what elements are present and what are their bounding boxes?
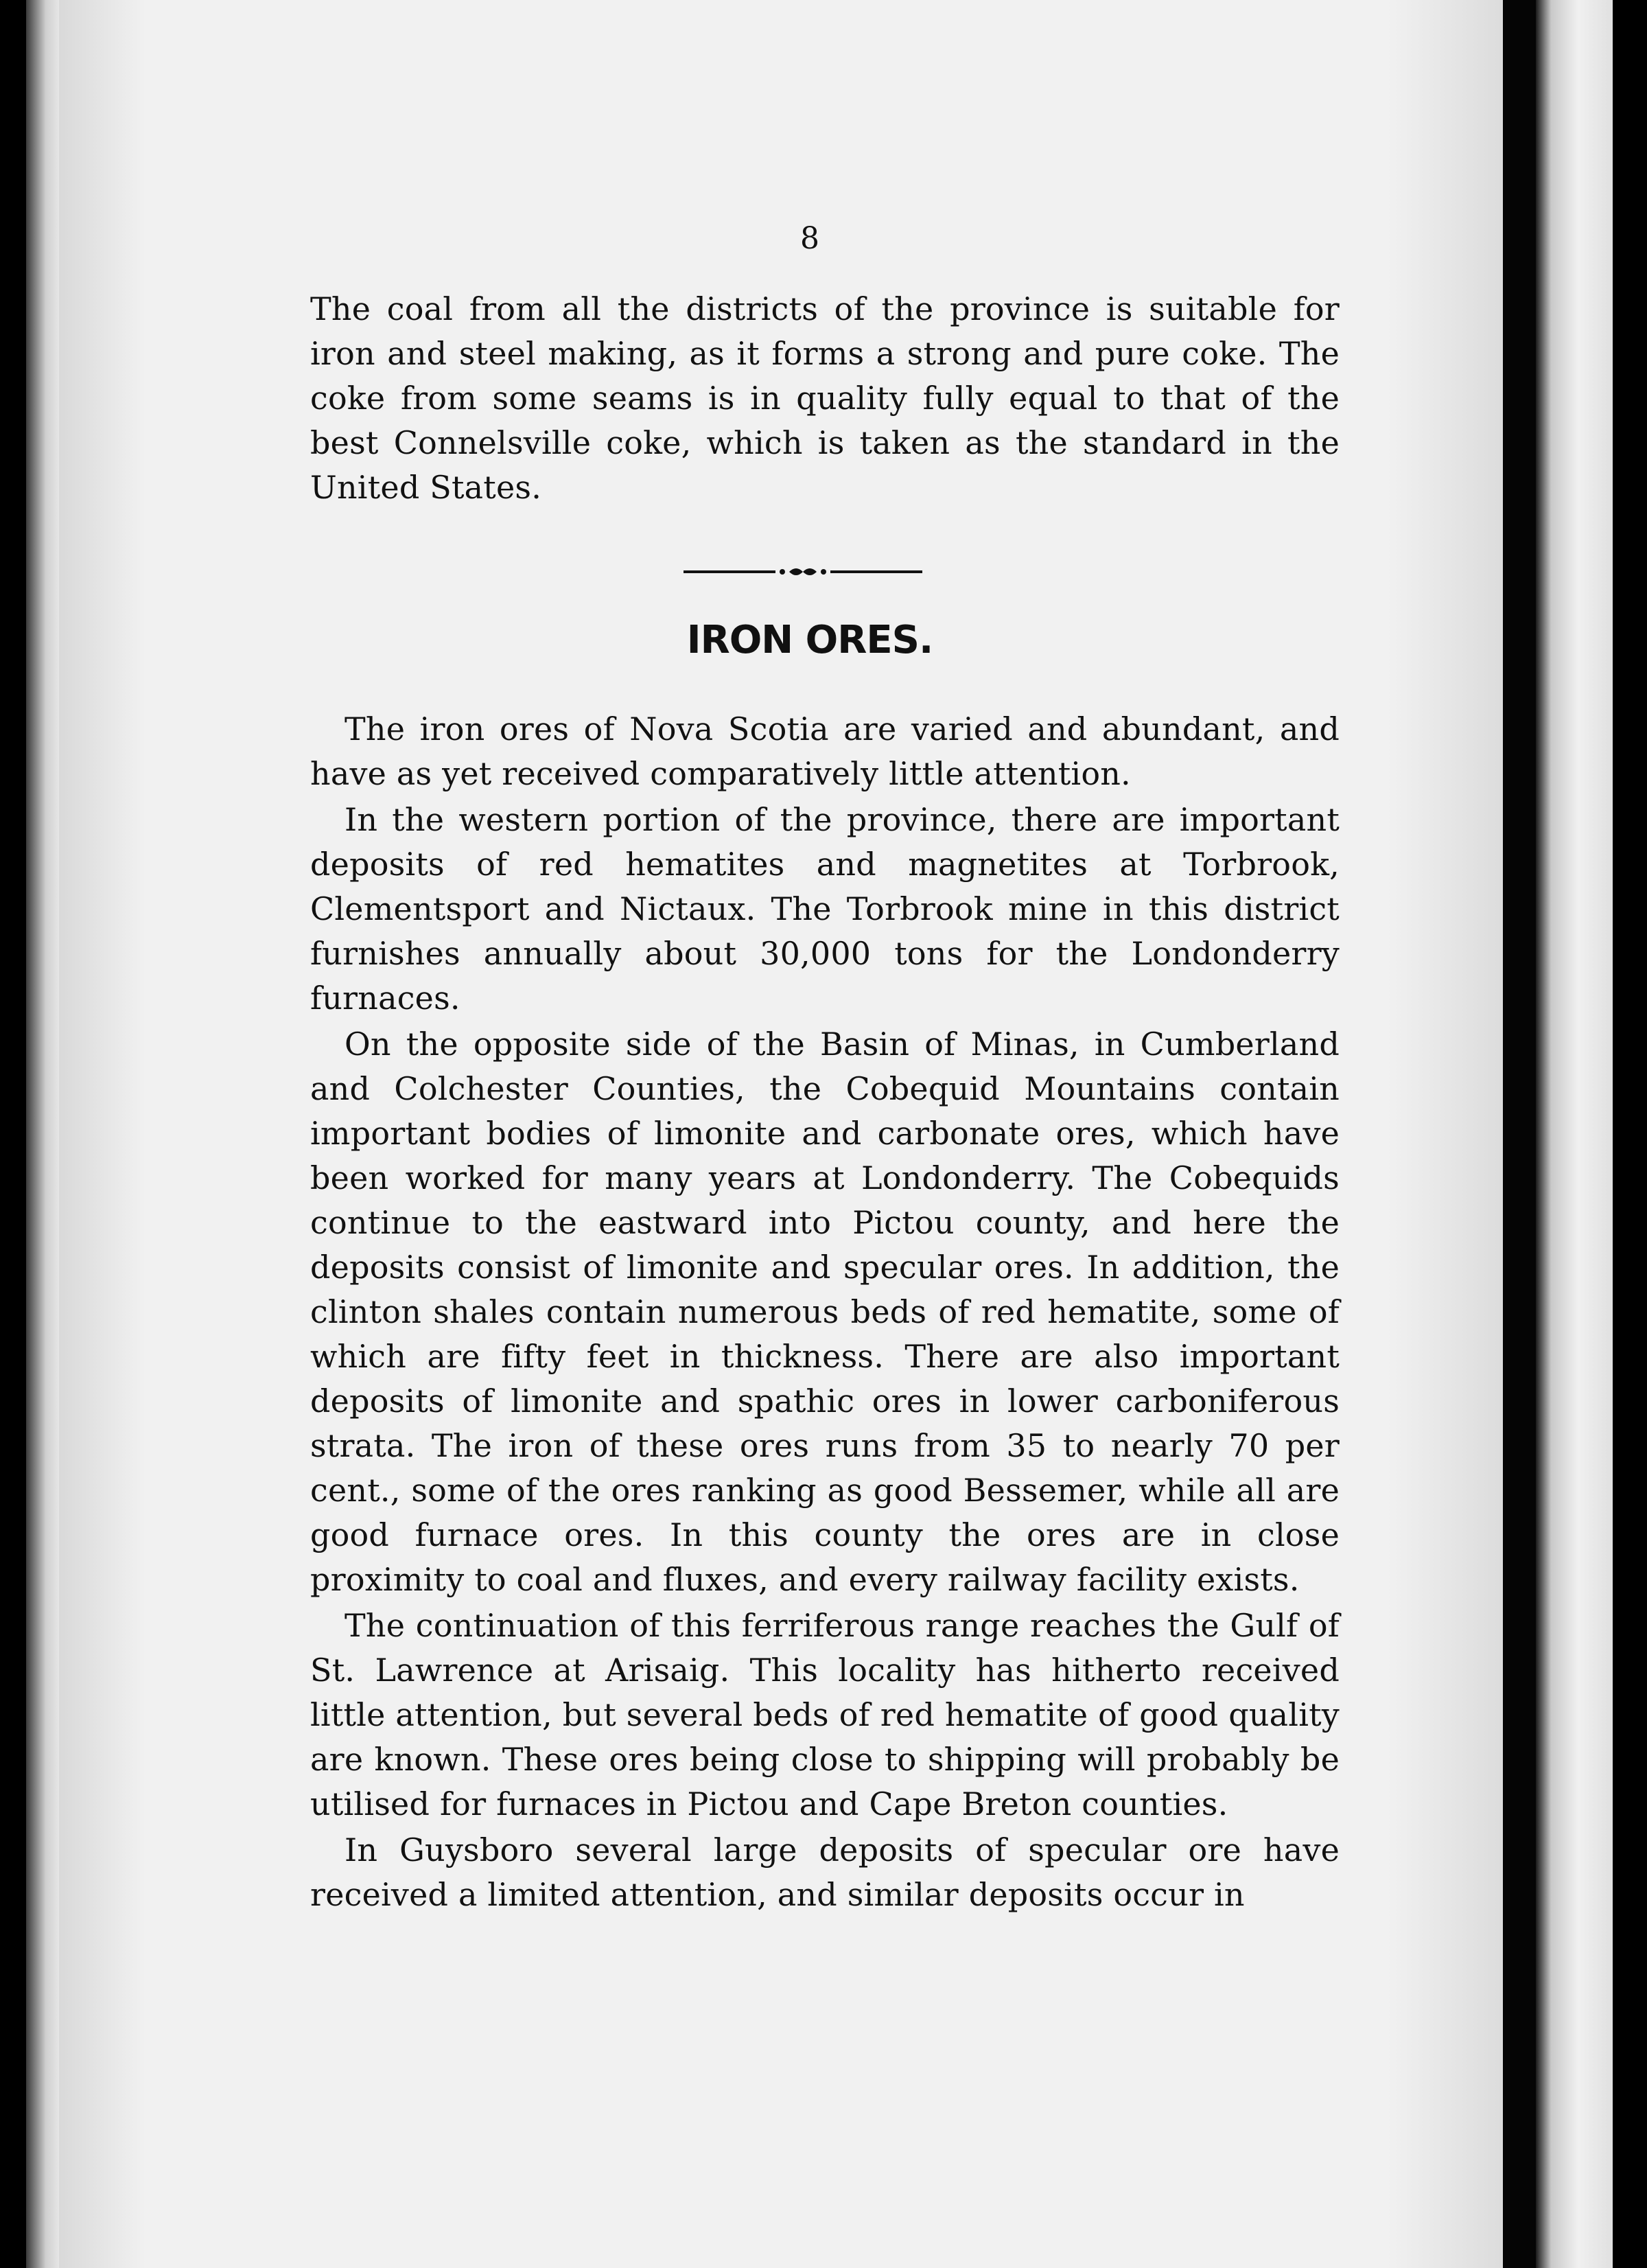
paragraph: The continuation of this ferriferous range reaches the Gulf of St. Lawrence at Arisaig. This locality has hitherto received little attention, but several beds of red hematite of good quality are known. These ores being close to shipping will probably be utilised for furnaces in Pictou and Cape Breton counties.	[310, 1607, 1340, 1822]
page-number: 8	[800, 221, 819, 256]
iron-ores-text	[310, 707, 1340, 1917]
binding-shadow	[1503, 0, 1536, 2268]
paragraph: In the western portion of the province, there are important deposits of red hematites and magnetites at Torbrook, Clementsport and Nictaux. The Torbrook mine in this district furnishes annually about 30,000 tons for the Londonderry furnaces.	[310, 801, 1340, 1017]
adjacent-page-edge-left	[26, 0, 59, 2268]
coal-paragraph: The coal from all the districts of the province is suitable for iron and steel making, as it forms a strong and pure coke. The coke from some seams is in quality fully equal to that of the best Connelsville coke, which is taken as the standard in the United States.	[310, 290, 1340, 506]
paragraph: In Guysboro several large deposits of specular ore have received a limited attention, and similar deposits occur in	[310, 1831, 1340, 1913]
coal-paragraph-block	[310, 287, 1340, 510]
ornament-divider	[679, 562, 926, 582]
paragraph: The iron ores of Nova Scotia are varied and abundant, and have as yet received comparatively little attention.	[310, 710, 1340, 792]
paragraph: On the opposite side of the Basin of Minas, in Cumberland and Colchester Counties, the Cobequid Mountains contain important bodies of limonite and carbonate ores, which have been worked for many years at Londonderry. The Cobequids continue to the eastward into Pictou county, and here the deposits consist of limonite and specular ores. In addition, the clinton shales contain numerous beds of red hematite, some of which are fifty feet in thickness. There are also important deposits of limonite and spathic ores in lower carboniferous strata. The iron of these ores runs from 35 to nearly 70 per cent., some of the ores ranking as good Bessemer, while all are good furnace ores. In this county the ores are in close proximity to coal and fluxes, and every railway facility exists.	[310, 1026, 1340, 1598]
section-heading: IRON ORES.	[686, 618, 933, 662]
adjacent-page-edge-right	[1536, 0, 1613, 2268]
